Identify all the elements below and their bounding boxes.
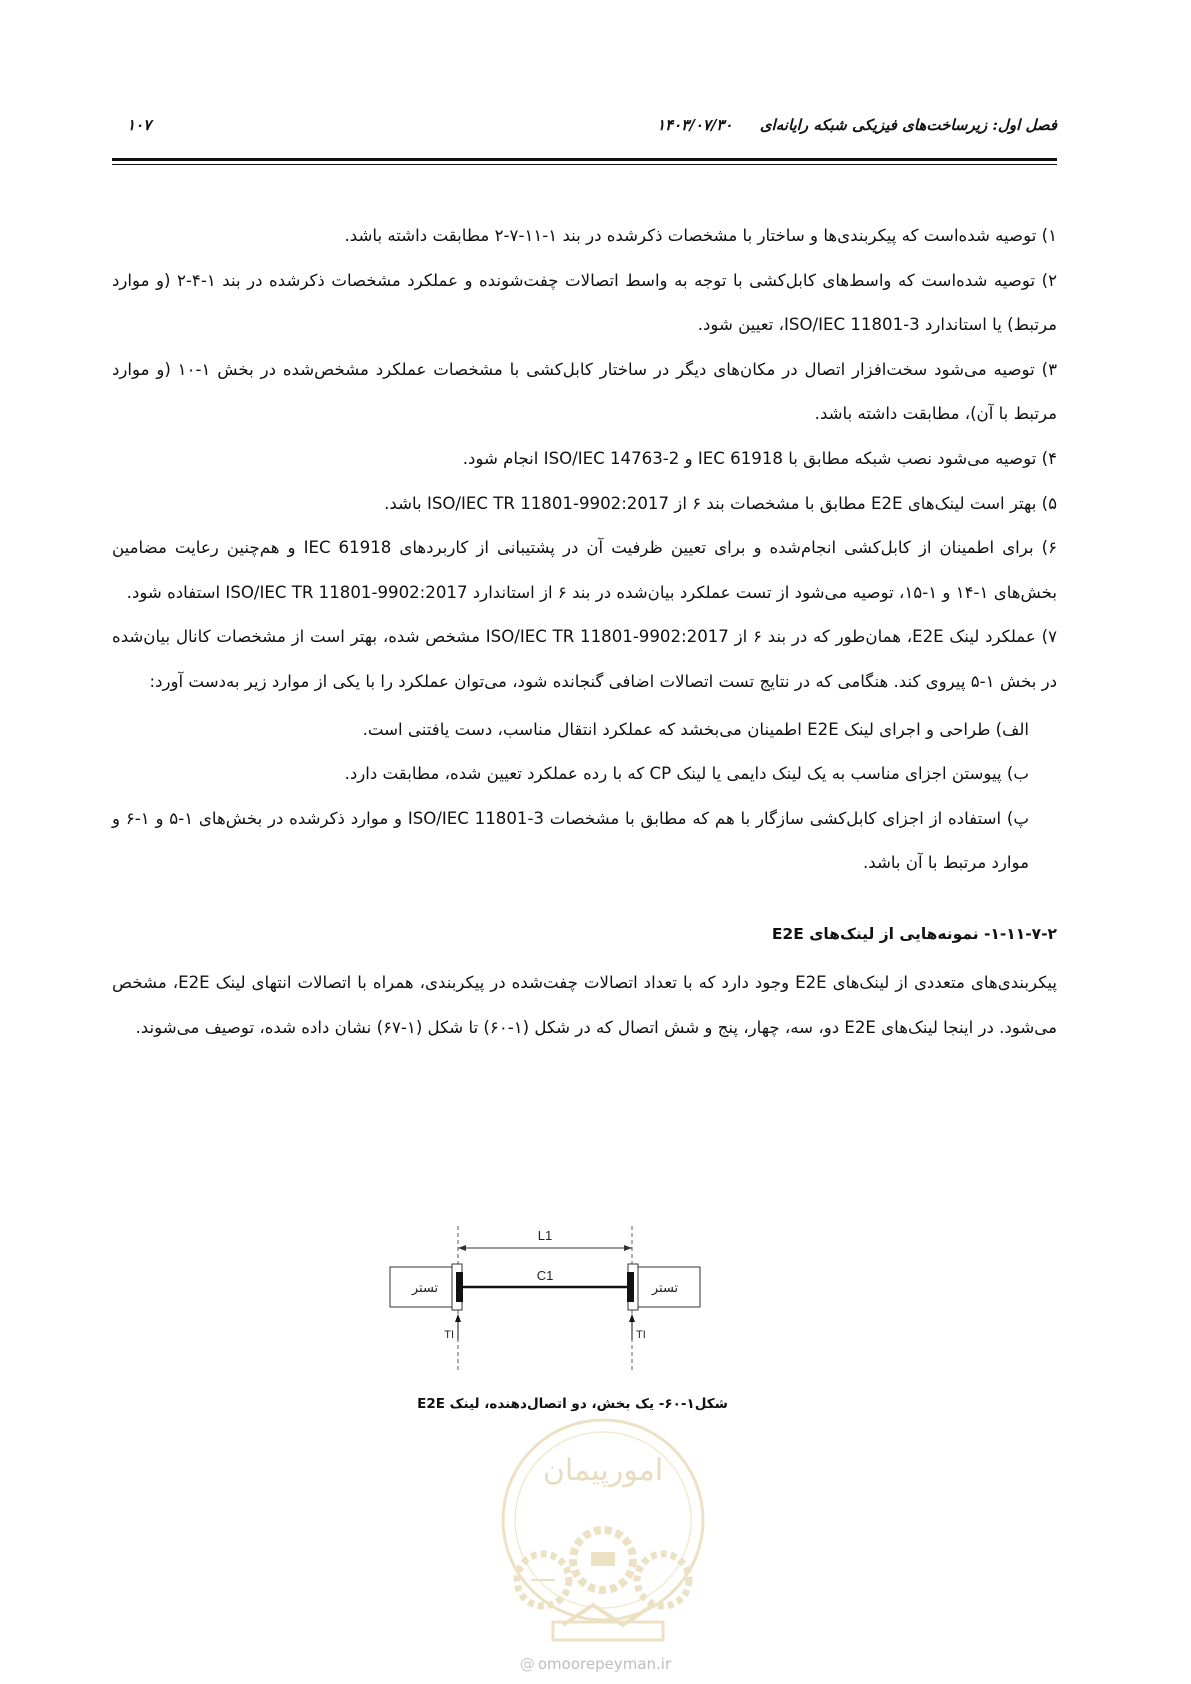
header-rule-thick bbox=[112, 158, 1057, 161]
connector-right bbox=[627, 1272, 634, 1302]
paragraph-1: ۱) توصیه شده‌است که پیکربندی‌ها و ساختار با مشخصات ذکرشده در بند ۱-۱۱-۷-۲ مطابقت داشته باشد. bbox=[344, 226, 1057, 245]
watermark-site bbox=[0, 1655, 1191, 1673]
header-date: ۱۴۰۳/۰۷/۳۰ bbox=[657, 116, 733, 134]
watermark-site-text: omoorepeyman.ir bbox=[537, 1655, 672, 1673]
ti-arrow-left bbox=[455, 1314, 461, 1322]
ti-label-right: TI bbox=[636, 1329, 646, 1341]
paragraph-4: ۴) توصیه می‌شود نصب شبکه مطابق با IEC 61918 و ISO/IEC 14763-2 انجام شود. bbox=[462, 448, 1057, 468]
watermark-logo bbox=[483, 1410, 723, 1660]
e2e-link-diagram bbox=[411, 1222, 760, 1382]
page-header bbox=[112, 116, 1057, 144]
document-body bbox=[112, 214, 1057, 1050]
ti-label-left: TI bbox=[444, 1329, 454, 1341]
page-number: ۱۰۷ bbox=[127, 116, 152, 134]
l1-label: L1 bbox=[537, 1228, 553, 1243]
header-rule-thin bbox=[112, 164, 1057, 165]
at-icon: @ bbox=[519, 1655, 535, 1673]
section-intro: پیکربندی‌های متعددی از لینک‌های E2E وجود دارد که با تعداد اتصالات چفت‌شده در پیکربندی، همراه با اتصالات انتهای لینک E2E، مشخص می‌شود. در اینجا لینک‌های E2E دو، سه، چهار، پنج و شش اتصال که در شکل (۱-۶۰) تا شکل (۱-۶۷) نشان داده شده، توصیف می‌شوند. bbox=[112, 972, 1057, 1037]
list-item-c: پ) استفاده از اجزای کابل‌کشی سازگار با هم که مطابق با مشخصات ISO/IEC 11801-3 و موارد ذکرشده در بخش‌های ۱-۵ و ۱-۶ و موارد مرتبط با آن باشد. bbox=[112, 808, 1029, 873]
list-item-a: الف) طراحی و اجرای لینک E2E اطمینان می‌بخشد که عملکرد انتقال مناسب، دست یافتنی است. bbox=[362, 719, 1029, 739]
ti-arrow-right bbox=[629, 1314, 635, 1322]
figure-caption: شکل۱-۶۰- یک بخش، دو اتصال‌دهنده، لینک E2E bbox=[417, 1396, 728, 1412]
paragraph-7: ۷) عملکرد لینک E2E، همان‌طور که در بند ۶ از ISO/IEC TR 11801-9902:2017 مشخص شده، بهتر است از مشخصات کانال بیان‌شده در بخش ۱-۵ پیروی کند. هنگامی که در نتایج تست اتصالات اضافی گنجانده شود، می‌توان عملکرد را با یکی از موارد زیر به‌دست آورد: bbox=[112, 627, 1057, 691]
paragraph-2: ۲) توصیه شده‌است که واسط‌های کابل‌کشی با توجه به واسط اتصالات چفت‌شونده و عملکرد مشخصات ذکرشده در بند ۱-۴-۲ (و موارد مرتبط) یا استاندارد ISO/IEC 11801-3، تعیین شود. bbox=[112, 270, 1057, 335]
building-icon bbox=[591, 1552, 615, 1566]
chapter-title: فصل اول: زیرساخت‌های فیزیکی شبکه رایانه‌ای bbox=[759, 116, 1057, 134]
l1-arrow-right bbox=[624, 1245, 632, 1251]
paragraph-3: ۳) توصیه می‌شود سخت‌افزار اتصال در مکان‌های دیگر در ساختار کابل‌کشی با مشخصات عملکرد مشخص‌شده در بخش ۱-۱۰ (و موارد مرتبط با آن)، مطابقت داشته باشد. bbox=[112, 359, 1057, 424]
l1-arrow-left bbox=[458, 1245, 466, 1251]
tester-label-left: تستر bbox=[411, 1281, 439, 1296]
c1-label: C1 bbox=[536, 1268, 554, 1283]
bridge-base-icon bbox=[553, 1622, 663, 1640]
list-item-b: ب) پیوستن اجزای مناسب به یک لینک دایمی یا لینک CP که با رده عملکرد تعیین شده، مطابقت دارد. bbox=[344, 764, 1029, 784]
connector-left bbox=[456, 1272, 463, 1302]
tester-label-right: تستر bbox=[651, 1281, 679, 1296]
paragraph-5: ۵) بهتر است لینک‌های E2E مطابق با مشخصات بند ۶ از ISO/IEC TR 11801-9902:2017 باشد. bbox=[384, 493, 1057, 513]
section-heading: ۱-۱۱-۷-۲- نمونه‌هایی از لینک‌های E2E bbox=[771, 924, 1057, 943]
paragraph-6: ۶) برای اطمینان از کابل‌کشی انجام‌شده و برای تعیین ظرفیت آن در پشتیبانی از کاربردهای IEC 61918 و هم‌چنین رعایت مضامین بخش‌های ۱-۱۴ و ۱-۱۵، توصیه می‌شود از تست عملکرد بیان‌شده در بند ۶ از استاندارد ISO/IEC TR 11801-9902:2017 استفاده شود. bbox=[112, 538, 1057, 602]
watermark-brand: امورپیمان bbox=[542, 1453, 664, 1488]
